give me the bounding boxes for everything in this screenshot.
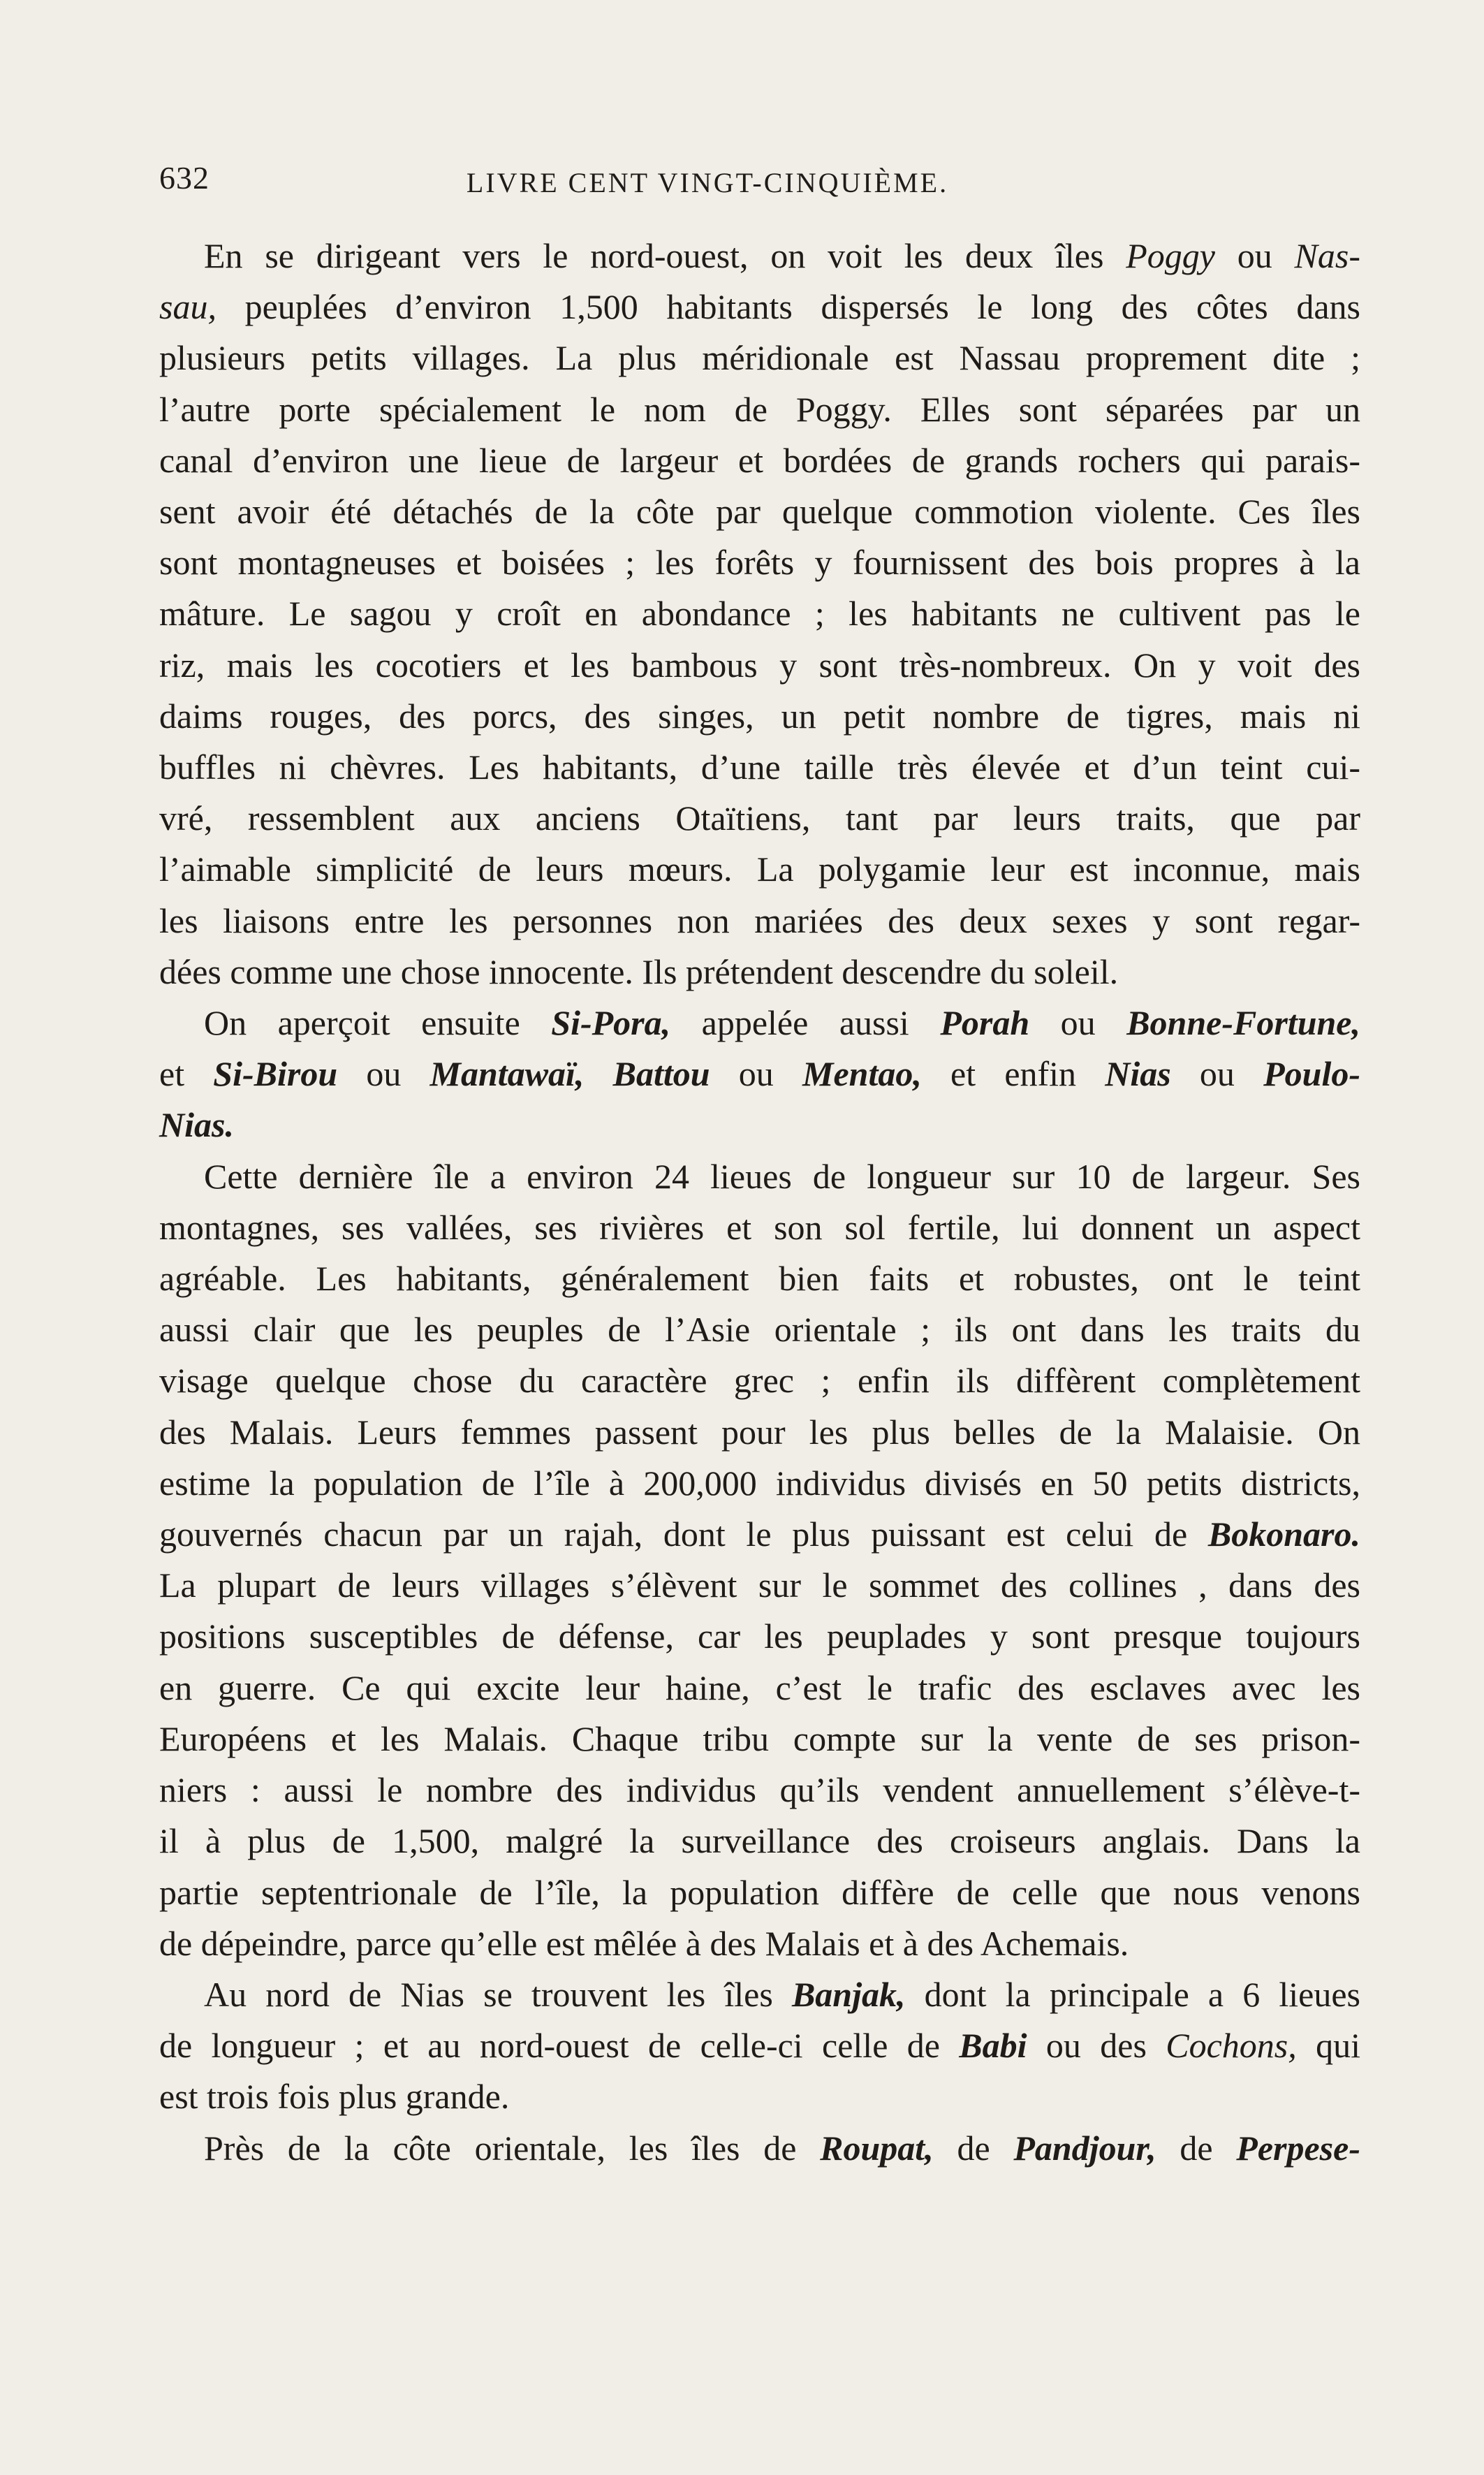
text-line: l’autre porte spécialement le nom de Poggy. Elles sont séparées par un: [159, 389, 1360, 429]
text-line: estime la population de l’île à 200,000 individus divisés en 50 petits districts,: [159, 1463, 1360, 1503]
text-line: sent avoir été détachés de la côte par quelque commotion violente. Ces îles: [159, 492, 1360, 532]
page-header: [159, 159, 1360, 215]
text-line: daims rouges, des porcs, des singes, un petit nombre de tigres, mais ni: [159, 696, 1360, 736]
text-line: l’aimable simplicité de leurs mœurs. La polygamie leur est inconnue, mais: [159, 849, 1360, 889]
text-line: plusieurs petits villages. La plus méridionale est Nassau proprement dite ;: [159, 338, 1360, 378]
text-line: agréable. Les habitants, généralement bien faits et robustes, ont le teint: [159, 1259, 1360, 1299]
text-line: vré, ressemblent aux anciens Otaïtiens, tant par leurs traits, que par: [159, 798, 1360, 838]
text-line: On aperçoit ensuite Si-Pora, appelée aussi Porah ou Bonne-Fortune,: [204, 1003, 1361, 1043]
text-line: des Malais. Leurs femmes passent pour les plus belles de la Malaisie. On: [159, 1412, 1360, 1452]
text-line: de dépeindre, parce qu’elle est mêlée à des Malais et à des Achemais.: [159, 1923, 1129, 1963]
text-line: mâture. Le sagou y croît en abondance ; les habitants ne cultivent pas le: [159, 594, 1360, 634]
text-line: En se dirigeant vers le nord-ouest, on voit les deux îles Poggy ou Nas-: [204, 236, 1360, 275]
text-line: riz, mais les cocotiers et les bambous y sont très-nombreux. On y voit des: [159, 645, 1360, 685]
text-line: dées comme une chose innocente. Ils prétendent descendre du soleil.: [159, 951, 1119, 991]
text-line: positions susceptibles de défense, car les peuplades y sont presque toujours: [159, 1616, 1360, 1656]
text-line: montagnes, ses vallées, ses rivières et son sol fertile, lui donnent un aspect: [159, 1207, 1360, 1247]
body-text: [159, 231, 1360, 2174]
text-line: partie septentrionale de l’île, la population diffère de celle que nous venons: [159, 1872, 1360, 1912]
text-line: il à plus de 1,500, malgré la surveillance des croiseurs anglais. Dans la: [159, 1821, 1360, 1861]
text-line: visage quelque chose du caractère grec ; enfin ils diffèrent complètement: [159, 1361, 1360, 1401]
text-line: sau, peuplées d’environ 1,500 habitants dispersés le long des côtes dans: [159, 287, 1360, 327]
text-line: aussi clair que les peuples de l’Asie orientale ; ils ont dans les traits du: [159, 1310, 1360, 1350]
page-number: 632: [159, 160, 210, 196]
text-line: les liaisons entre les personnes non mariées des deux sexes y sont regar-: [159, 900, 1360, 940]
text-line: sont montagneuses et boisées ; les forêts y fournissent des bois propres à la: [159, 543, 1360, 583]
text-line: Au nord de Nias se trouvent les îles Banjak, dont la principale a 6 lieues: [204, 1974, 1360, 2014]
text-line: gouvernés chacun par un rajah, dont le plus puissant est celui de Bokonaro.: [159, 1514, 1360, 1554]
text-line: La plupart de leurs villages s’élèvent sur le sommet des collines , dans des: [159, 1565, 1360, 1605]
text-line: de longueur ; et au nord-ouest de celle-ci celle de Babi ou des Cochons, qui: [159, 2026, 1360, 2066]
text-line: et Si-Birou ou Mantawaï, Battou ou Mentao, et enfin Nias ou Poulo-: [159, 1054, 1361, 1094]
text-line: Nias.: [159, 1105, 234, 1145]
text-line: Près de la côte orientale, les îles de Roupat, de Pandjour, de Perpese-: [204, 2128, 1360, 2168]
text-line: buffles ni chèvres. Les habitants, d’une taille très élevée et d’un teint cui-: [159, 747, 1360, 787]
text-line: Cette dernière île a environ 24 lieues de longueur sur 10 de largeur. Ses: [204, 1156, 1360, 1196]
running-title: LIVRE CENT VINGT-CINQUIÈME.: [466, 167, 949, 198]
text-line: en guerre. Ce qui excite leur haine, c’est le trafic des esclaves avec les: [159, 1667, 1360, 1707]
text-line: Européens et les Malais. Chaque tribu compte sur la vente de ses prison-: [159, 1718, 1360, 1758]
text-line: niers : aussi le nombre des individus qu’ils vendent annuellement s’élève-t-: [159, 1770, 1360, 1810]
text-line: est trois fois plus grande.: [159, 2077, 510, 2117]
text-line: canal d’environ une lieue de largeur et bordées de grands rochers qui parais-: [159, 440, 1360, 480]
